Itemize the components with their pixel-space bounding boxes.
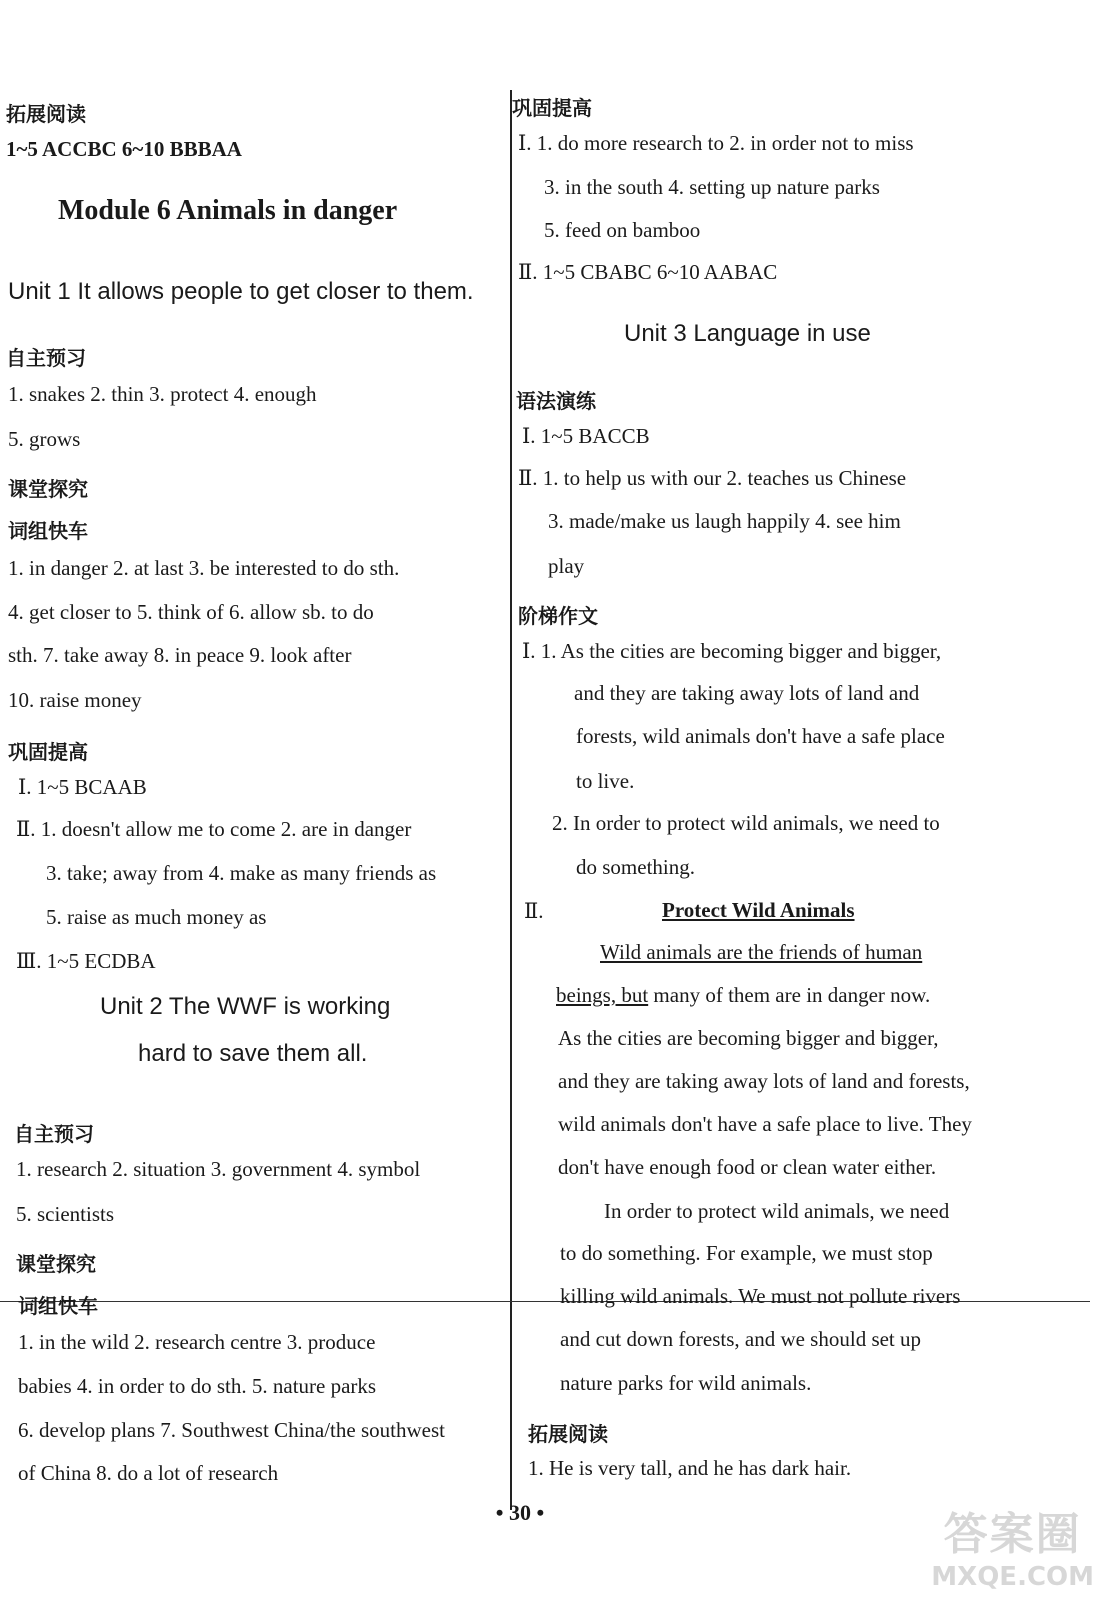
answer-line: Ⅰ. 1. do more research to 2. in order not to miss [518,131,914,155]
answer-line: 5. raise as much money as [46,905,267,929]
essay-line: killing wild animals. We must not pollute rivers [560,1284,961,1308]
answer-line: 2. In order to protect wild animals, we need to [552,811,940,835]
section-heading: 自主预习 [14,1122,94,1146]
answer-line: and they are taking away lots of land and [574,681,920,705]
unit-title: Unit 3 Language in use [624,320,871,347]
answer-line: Ⅲ. 1~5 ECDBA [16,949,156,973]
answer-line: Ⅰ. 1. As the cities are becoming bigger and bigger, [522,639,942,663]
essay-title: Protect Wild Animals [662,898,855,922]
answer-line: sth. 7. take away 8. in peace 9. look after [8,643,352,667]
answer-line: play [548,554,585,578]
watermark-url: MXQE.COM [931,1562,1094,1592]
column-divider [510,90,512,1510]
unit-title: Unit 2 The WWF is working [100,993,391,1020]
answer-line: 1. He is very tall, and he has dark hair. [528,1456,852,1480]
answer-line: 1. snakes 2. thin 3. protect 4. enough [8,382,317,406]
answer-line: 6. develop plans 7. Southwest China/the southwest [18,1418,445,1442]
answer-line: 1. in the wild 2. research centre 3. produce [18,1330,376,1354]
essay-text: many of them are in danger now. [648,983,931,1007]
essay-line: In order to protect wild animals, we need [604,1199,950,1223]
watermark-logo [931,1498,1094,1592]
subsection-heading: 词组快车 [8,519,88,543]
unit-title-continued: hard to save them all. [138,1040,368,1067]
answer-line: 3. made/make us laugh happily 4. see him [548,509,901,533]
section-heading: 巩固提高 [512,96,592,120]
essay-line: to do something. For example, we must stop [560,1241,933,1265]
essay-line [556,984,930,1007]
essay-line: and they are taking away lots of land and forests, [558,1069,970,1093]
watermark-text: 答案圈 [943,1509,1082,1560]
answer-line: Ⅱ. 1. to help us with our 2. teaches us Chinese [518,466,907,490]
essay-line: wild animals don't have a safe place to live. They [558,1112,972,1136]
answer-line: 1. research 2. situation 3. government 4. symbol [16,1157,421,1181]
module-title: Module 6 Animals in danger [58,195,398,226]
answer-line: forests, wild animals don't have a safe place [576,724,945,748]
answer-line: 3. in the south 4. setting up nature parks [544,175,880,199]
answer-line: Ⅱ. 1~5 CBABC 6~10 AABAC [518,260,778,284]
section-heading: 自主预习 [6,346,86,370]
answer-line: Ⅱ. 1. doesn't allow me to come 2. are in danger [16,817,412,841]
answer-line: 10. raise money [8,688,142,712]
section-heading: 语法演练 [516,389,596,413]
section-heading: 拓展阅读 [6,102,86,126]
essay-line: and cut down forests, and we should set up [560,1327,922,1351]
answer-line: 3. take; away from 4. make as many friends as [46,861,437,885]
section-heading: 阶梯作文 [518,604,598,628]
answer-line: 4. get closer to 5. think of 6. allow sb. to do [8,600,374,624]
section-heading: 课堂探究 [16,1252,96,1276]
section-heading: 课堂探究 [8,477,88,501]
essay-line: Wild animals are the friends of human [600,940,923,964]
answer-line: 1~5 ACCBC 6~10 BBBAA [6,137,242,161]
section-heading: 巩固提高 [8,740,88,764]
answer-line: babies 4. in order to do sth. 5. nature parks [18,1374,377,1398]
answer-line: to live. [576,769,635,793]
answer-line: of China 8. do a lot of research [18,1461,279,1485]
answer-line: 5. scientists [16,1202,114,1226]
answer-line: do something. [576,855,695,879]
essay-line: don't have enough food or clean water either. [558,1155,937,1179]
essay-line: nature parks for wild animals. [560,1371,812,1395]
answer-line: Ⅰ. 1~5 BACCB [522,424,650,448]
essay-underlined-text: beings, but [556,983,649,1007]
answer-line: Ⅰ. 1~5 BCAAB [18,775,147,799]
section-heading: 拓展阅读 [528,1422,608,1446]
subsection-heading: 词组快车 [18,1294,98,1318]
answer-line: 5. grows [8,427,81,451]
answer-line: Ⅱ. [524,899,544,923]
page-number: • 30 • [495,1500,545,1525]
answer-line: 1. in danger 2. at last 3. be interested to do sth. [8,556,400,580]
essay-line: As the cities are becoming bigger and bigger, [558,1026,939,1050]
unit-title: Unit 1 It allows people to get closer to them. [8,278,474,305]
answer-line: 5. feed on bamboo [544,218,701,242]
